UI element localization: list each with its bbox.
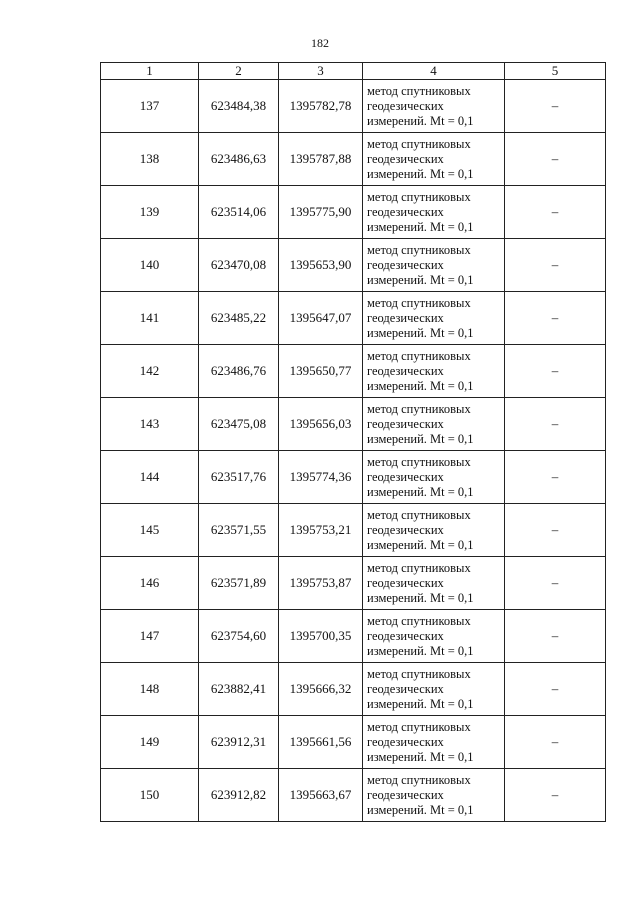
method-text-line: метод спутниковых (367, 454, 471, 469)
method-text-line: метод спутниковых (367, 295, 471, 310)
method-cell (363, 292, 505, 345)
x-coordinate-cell: 623754,60 (199, 610, 279, 663)
method-text-line: измерений. Mt = 0,1 (367, 378, 474, 393)
page-number: 182 (311, 36, 329, 50)
table-row (101, 504, 606, 557)
method-text-line: геодезических (367, 734, 444, 749)
method-text-line: метод спутниковых (367, 242, 471, 257)
point-number-cell: 145 (101, 504, 199, 557)
point-number-cell: 146 (101, 557, 199, 610)
table-row (101, 557, 606, 610)
method-text-line: геодезических (367, 363, 444, 378)
note-cell: – (505, 398, 606, 451)
x-coordinate-cell: 623571,89 (199, 557, 279, 610)
y-coordinate-cell: 1395787,88 (279, 133, 363, 186)
table-row (101, 292, 606, 345)
method-cell (363, 451, 505, 504)
method-cell (363, 716, 505, 769)
method-text-line: метод спутниковых (367, 719, 471, 734)
method-text-line: геодезических (367, 522, 444, 537)
method-text-line: метод спутниковых (367, 560, 471, 575)
point-number-cell: 139 (101, 186, 199, 239)
method-text-line: геодезических (367, 310, 444, 325)
method-text-line: измерений. Mt = 0,1 (367, 272, 474, 287)
method-text-line: измерений. Mt = 0,1 (367, 802, 474, 817)
column-header: 3 (279, 63, 363, 80)
method-text-line: геодезических (367, 204, 444, 219)
y-coordinate-cell: 1395782,78 (279, 80, 363, 133)
point-number-cell: 150 (101, 769, 199, 822)
note-cell: – (505, 769, 606, 822)
y-coordinate-cell: 1395661,56 (279, 716, 363, 769)
column-header: 4 (363, 63, 505, 80)
method-text-line: измерений. Mt = 0,1 (367, 643, 474, 658)
method-cell (363, 610, 505, 663)
y-coordinate-cell: 1395653,90 (279, 239, 363, 292)
method-text-line: метод спутниковых (367, 83, 471, 98)
table-body (101, 80, 606, 822)
point-number-cell: 141 (101, 292, 199, 345)
x-coordinate-cell: 623912,82 (199, 769, 279, 822)
note-cell: – (505, 292, 606, 345)
y-coordinate-cell: 1395753,21 (279, 504, 363, 557)
point-number-cell: 143 (101, 398, 199, 451)
y-coordinate-cell: 1395647,07 (279, 292, 363, 345)
note-cell: – (505, 504, 606, 557)
table-row (101, 663, 606, 716)
column-header: 2 (199, 63, 279, 80)
x-coordinate-cell: 623486,76 (199, 345, 279, 398)
point-number-cell: 138 (101, 133, 199, 186)
method-text-line: измерений. Mt = 0,1 (367, 219, 474, 234)
method-text-line: измерений. Mt = 0,1 (367, 590, 474, 605)
y-coordinate-cell: 1395774,36 (279, 451, 363, 504)
x-coordinate-cell: 623517,76 (199, 451, 279, 504)
note-cell: – (505, 186, 606, 239)
method-text-line: геодезических (367, 628, 444, 643)
x-coordinate-cell: 623475,08 (199, 398, 279, 451)
table-row (101, 80, 606, 133)
method-text-line: метод спутниковых (367, 666, 471, 681)
method-cell (363, 133, 505, 186)
column-header: 5 (505, 63, 606, 80)
table-row (101, 345, 606, 398)
x-coordinate-cell: 623882,41 (199, 663, 279, 716)
note-cell: – (505, 610, 606, 663)
note-cell: – (505, 663, 606, 716)
method-cell (363, 239, 505, 292)
y-coordinate-cell: 1395753,87 (279, 557, 363, 610)
method-cell (363, 504, 505, 557)
table-row (101, 186, 606, 239)
point-number-cell: 137 (101, 80, 199, 133)
x-coordinate-cell: 623912,31 (199, 716, 279, 769)
table-row (101, 239, 606, 292)
y-coordinate-cell: 1395666,32 (279, 663, 363, 716)
method-cell (363, 80, 505, 133)
point-number-cell: 148 (101, 663, 199, 716)
method-text-line: измерений. Mt = 0,1 (367, 696, 474, 711)
method-cell (363, 186, 505, 239)
table-row (101, 716, 606, 769)
method-text-line: измерений. Mt = 0,1 (367, 325, 474, 340)
y-coordinate-cell: 1395663,67 (279, 769, 363, 822)
y-coordinate-cell: 1395656,03 (279, 398, 363, 451)
note-cell: – (505, 557, 606, 610)
y-coordinate-cell: 1395650,77 (279, 345, 363, 398)
method-text-line: измерений. Mt = 0,1 (367, 113, 474, 128)
point-number-cell: 144 (101, 451, 199, 504)
method-text-line: метод спутниковых (367, 348, 471, 363)
method-text-line: метод спутниковых (367, 401, 471, 416)
method-text-line: геодезических (367, 151, 444, 166)
method-text-line: метод спутниковых (367, 613, 471, 628)
column-header: 1 (101, 63, 199, 80)
table-row (101, 769, 606, 822)
note-cell: – (505, 80, 606, 133)
method-cell (363, 398, 505, 451)
point-number-cell: 147 (101, 610, 199, 663)
point-number-cell: 149 (101, 716, 199, 769)
method-text-line: измерений. Mt = 0,1 (367, 484, 474, 499)
x-coordinate-cell: 623485,22 (199, 292, 279, 345)
note-cell: – (505, 239, 606, 292)
method-text-line: геодезических (367, 416, 444, 431)
method-text-line: метод спутниковых (367, 189, 471, 204)
x-coordinate-cell: 623470,08 (199, 239, 279, 292)
method-text-line: метод спутниковых (367, 136, 471, 151)
table-row (101, 451, 606, 504)
table-row (101, 398, 606, 451)
method-text-line: геодезических (367, 575, 444, 590)
note-cell: – (505, 716, 606, 769)
method-text-line: геодезических (367, 787, 444, 802)
x-coordinate-cell: 623484,38 (199, 80, 279, 133)
note-cell: – (505, 451, 606, 504)
point-number-cell: 140 (101, 239, 199, 292)
method-cell (363, 345, 505, 398)
method-text-line: измерений. Mt = 0,1 (367, 749, 474, 764)
x-coordinate-cell: 623486,63 (199, 133, 279, 186)
method-text-line: измерений. Mt = 0,1 (367, 537, 474, 552)
method-text-line: измерений. Mt = 0,1 (367, 431, 474, 446)
point-number-cell: 142 (101, 345, 199, 398)
method-cell (363, 769, 505, 822)
method-cell (363, 557, 505, 610)
x-coordinate-cell: 623514,06 (199, 186, 279, 239)
method-text-line: геодезических (367, 469, 444, 484)
method-text-line: метод спутниковых (367, 772, 471, 787)
method-text-line: геодезических (367, 681, 444, 696)
coordinates-table (100, 62, 606, 822)
table-row (101, 610, 606, 663)
table-header-row (101, 63, 606, 80)
note-cell: – (505, 345, 606, 398)
table-row (101, 133, 606, 186)
method-cell (363, 663, 505, 716)
note-cell: – (505, 133, 606, 186)
y-coordinate-cell: 1395700,35 (279, 610, 363, 663)
method-text-line: геодезических (367, 98, 444, 113)
method-text-line: геодезических (367, 257, 444, 272)
x-coordinate-cell: 623571,55 (199, 504, 279, 557)
method-text-line: метод спутниковых (367, 507, 471, 522)
method-text-line: измерений. Mt = 0,1 (367, 166, 474, 181)
y-coordinate-cell: 1395775,90 (279, 186, 363, 239)
